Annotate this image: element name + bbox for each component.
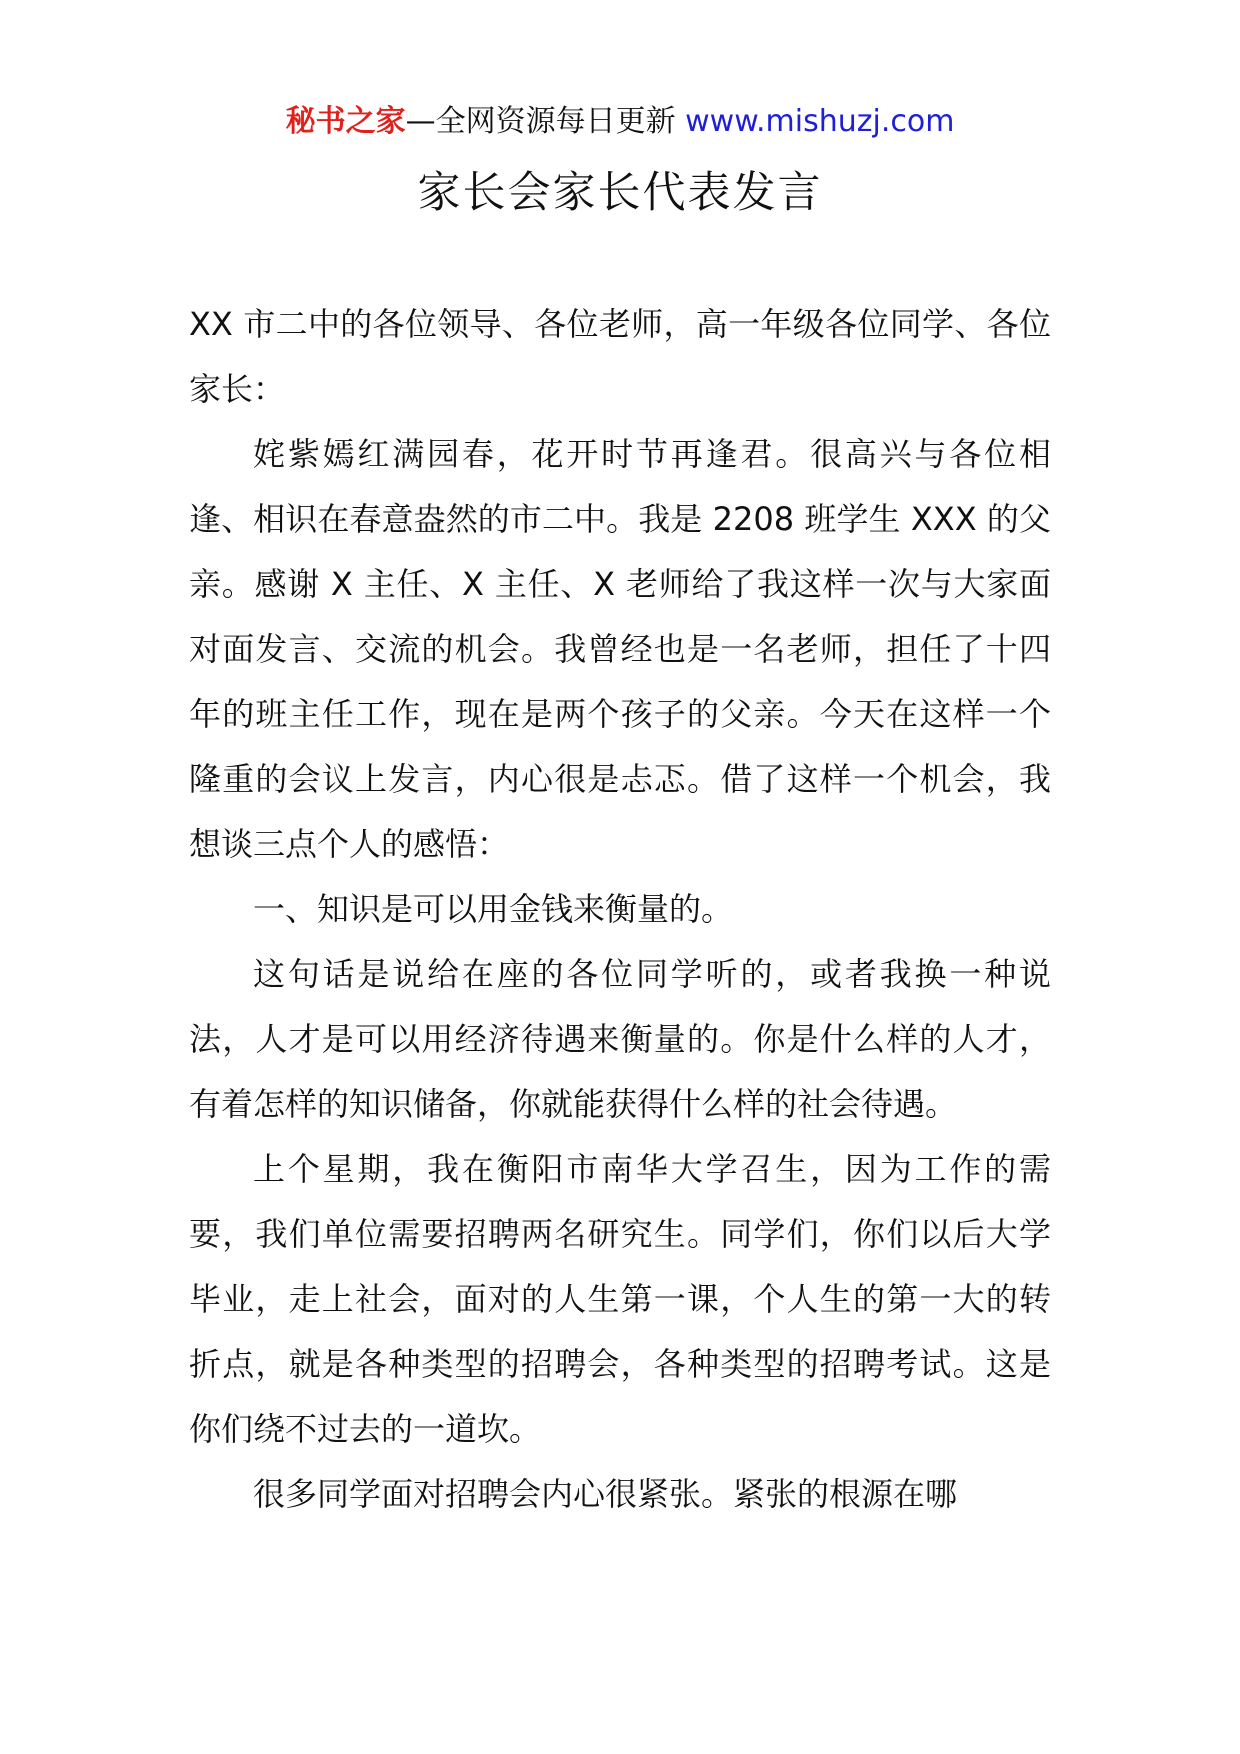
paragraph: 上个星期，我在衡阳市南华大学召生，因为工作的需要，我们单位需要招聘两名研究生。同学们，你们以后大学毕业，走上社会，面对的人生第一课，个人生的第一大的转折点，就是各种类型的招聘会，各种类型的招聘考试。这是你们绕不过去的一道坎。: [189, 1150, 1051, 1448]
site-url-link[interactable]: www.mishuzj.com: [685, 104, 955, 139]
site-brand: 秘书之家: [285, 104, 406, 139]
site-header: [0, 102, 1240, 142]
paragraph: 这句话是说给在座的各位同学听的，或者我换一种说法，人才是可以用经济待遇来衡量的。你是什么样的人才，有着怎样的知识储备，你就能获得什么样的社会待遇。: [189, 955, 1051, 1123]
salutation: XX 市二中的各位领导、各位老师，高一年级各位同学、各位家长：: [189, 305, 1051, 408]
paragraph: 姹紫嫣红满园春，花开时节再逢君。很高兴与各位相逢、相识在春意盎然的市二中。我是 2208 班学生 XXX 的父亲。感谢 X 主任、X 主任、X 老师给了我这样一次与大家面对面发言、交流的机会。我曾经也是一名老师，担任了十四年的班主任工作，现在是两个孩子的父亲。今天在这样一个隆重的会议上发言，内心很是忐忑。借了这样一个机会，我想谈三点个人的感悟：: [189, 435, 1051, 863]
section-heading: 一、知识是可以用金钱来衡量的。: [253, 890, 734, 928]
site-tagline: —全网资源每日更新: [405, 104, 676, 139]
paragraph: 很多同学面对招聘会内心很紧张。紧张的根源在哪: [253, 1475, 958, 1513]
document-body: [189, 292, 1051, 1527]
document-title: 家长会家长代表发言: [417, 168, 823, 218]
